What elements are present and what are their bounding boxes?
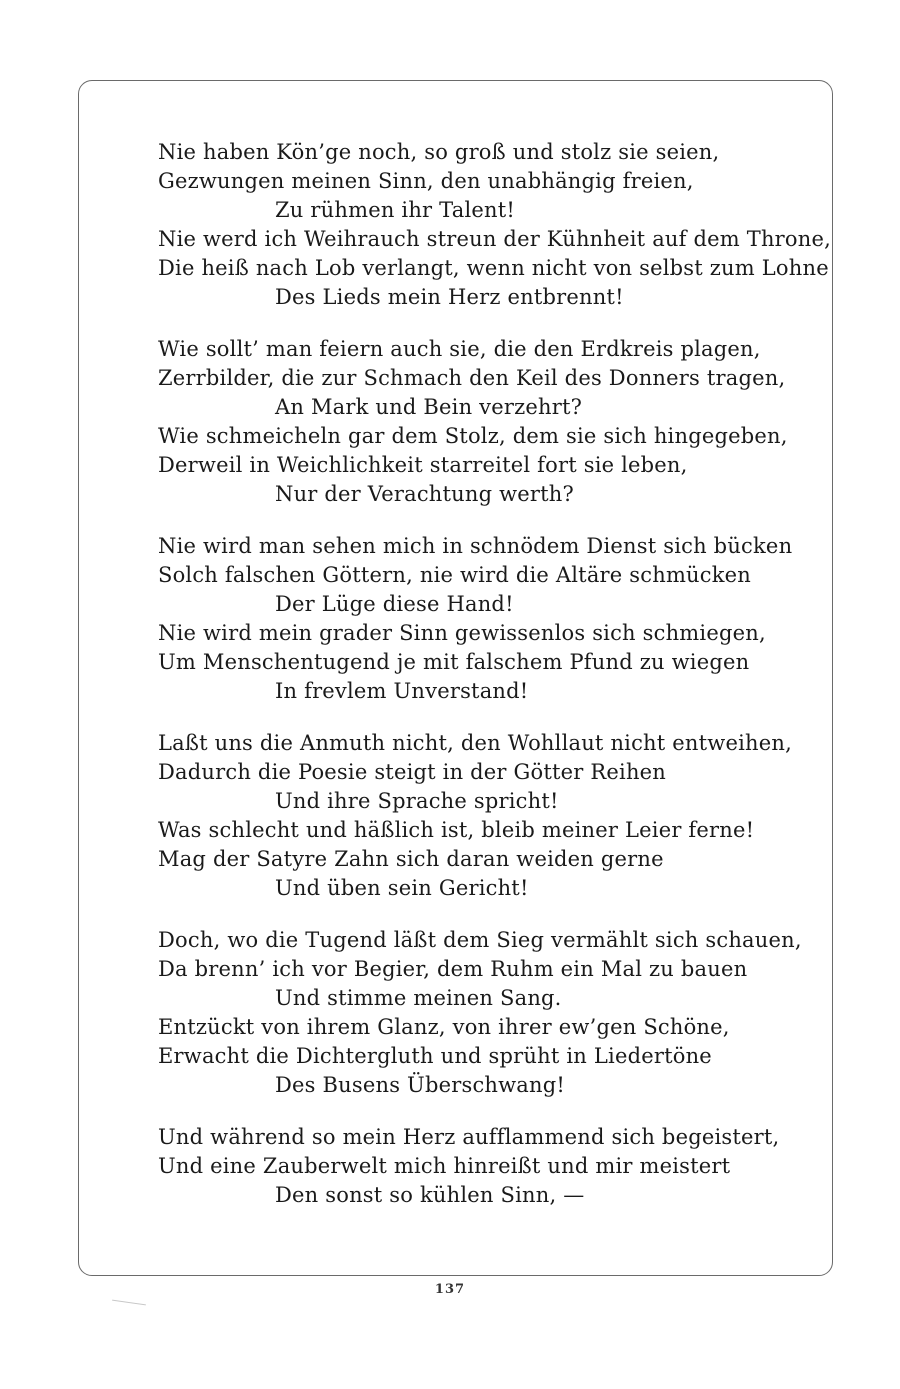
verse-line: Des Busens Überschwang! bbox=[275, 1073, 566, 1097]
verse-line: Der Lüge diese Hand! bbox=[275, 592, 514, 616]
verse-line: Derweil in Weichlichkeit starreitel fort sie leben, bbox=[158, 453, 688, 477]
verse-line: Da brenn’ ich vor Begier, dem Ruhm ein Mal zu bauen bbox=[158, 957, 748, 981]
poem-body bbox=[158, 138, 831, 1233]
page-number: 137 bbox=[434, 1282, 466, 1297]
verse-line: Und stimme meinen Sang. bbox=[275, 986, 562, 1010]
verse-line: Des Lieds mein Herz entbrennt! bbox=[275, 285, 624, 309]
verse-line: Um Menschentugend je mit falschem Pfund zu wiegen bbox=[158, 650, 750, 674]
verse-line: Den sonst so kühlen Sinn, — bbox=[275, 1183, 585, 1207]
stanza bbox=[158, 335, 818, 509]
stanza bbox=[158, 729, 818, 903]
verse-line: Zerrbilder, die zur Schmach den Keil des Donners tragen, bbox=[158, 366, 786, 390]
stanza bbox=[158, 138, 831, 312]
verse-line: Und während so mein Herz aufflammend sich begeistert, bbox=[158, 1125, 780, 1149]
verse-line: Nie werd ich Weihrauch streun der Kühnheit auf dem Throne, bbox=[158, 227, 831, 251]
verse-line: Und üben sein Gericht! bbox=[275, 876, 529, 900]
verse-line: Zu rühmen ihr Talent! bbox=[275, 198, 516, 222]
verse-line: Erwacht die Dichtergluth und sprüht in Liedertöne bbox=[158, 1044, 712, 1068]
verse-line: Solch falschen Göttern, nie wird die Altäre schmücken bbox=[158, 563, 752, 587]
verse-line: Doch, wo die Tugend läßt dem Sieg vermählt sich schauen, bbox=[158, 928, 802, 952]
scan-smudge bbox=[112, 1300, 146, 1306]
verse-line: Wie sollt’ man feiern auch sie, die den Erdkreis plagen, bbox=[158, 337, 761, 361]
verse-line: Laßt uns die Anmuth nicht, den Wohllaut nicht entweihen, bbox=[158, 731, 792, 755]
verse-line: Nie wird mein grader Sinn gewissenlos sich schmiegen, bbox=[158, 621, 766, 645]
verse-line: Nie haben Kön’ge noch, so groß und stolz sie seien, bbox=[158, 140, 720, 164]
verse-line: Die heiß nach Lob verlangt, wenn nicht von selbst zum Lohne bbox=[158, 256, 829, 280]
verse-line: Und ihre Sprache spricht! bbox=[275, 789, 559, 813]
verse-line: Nie wird man sehen mich in schnödem Dienst sich bücken bbox=[158, 534, 793, 558]
verse-line: An Mark und Bein verzehrt? bbox=[275, 395, 583, 419]
verse-line: Mag der Satyre Zahn sich daran weiden gerne bbox=[158, 847, 664, 871]
verse-line: Entzückt von ihrem Glanz, von ihrer ew’gen Schöne, bbox=[158, 1015, 730, 1039]
verse-line: In frevlem Unverstand! bbox=[275, 679, 529, 703]
verse-line: Und eine Zauberwelt mich hinreißt und mir meistert bbox=[158, 1154, 731, 1178]
verse-line: Was schlecht und häßlich ist, bleib meiner Leier ferne! bbox=[158, 818, 755, 842]
stanza bbox=[158, 926, 818, 1100]
verse-line: Wie schmeicheln gar dem Stolz, dem sie sich hingegeben, bbox=[158, 424, 788, 448]
stanza bbox=[158, 1123, 818, 1210]
stanza bbox=[158, 532, 818, 706]
verse-line: Nur der Verachtung werth? bbox=[275, 482, 574, 506]
verse-line: Dadurch die Poesie steigt in der Götter Reihen bbox=[158, 760, 667, 784]
verse-line: Gezwungen meinen Sinn, den unabhängig freien, bbox=[158, 169, 694, 193]
